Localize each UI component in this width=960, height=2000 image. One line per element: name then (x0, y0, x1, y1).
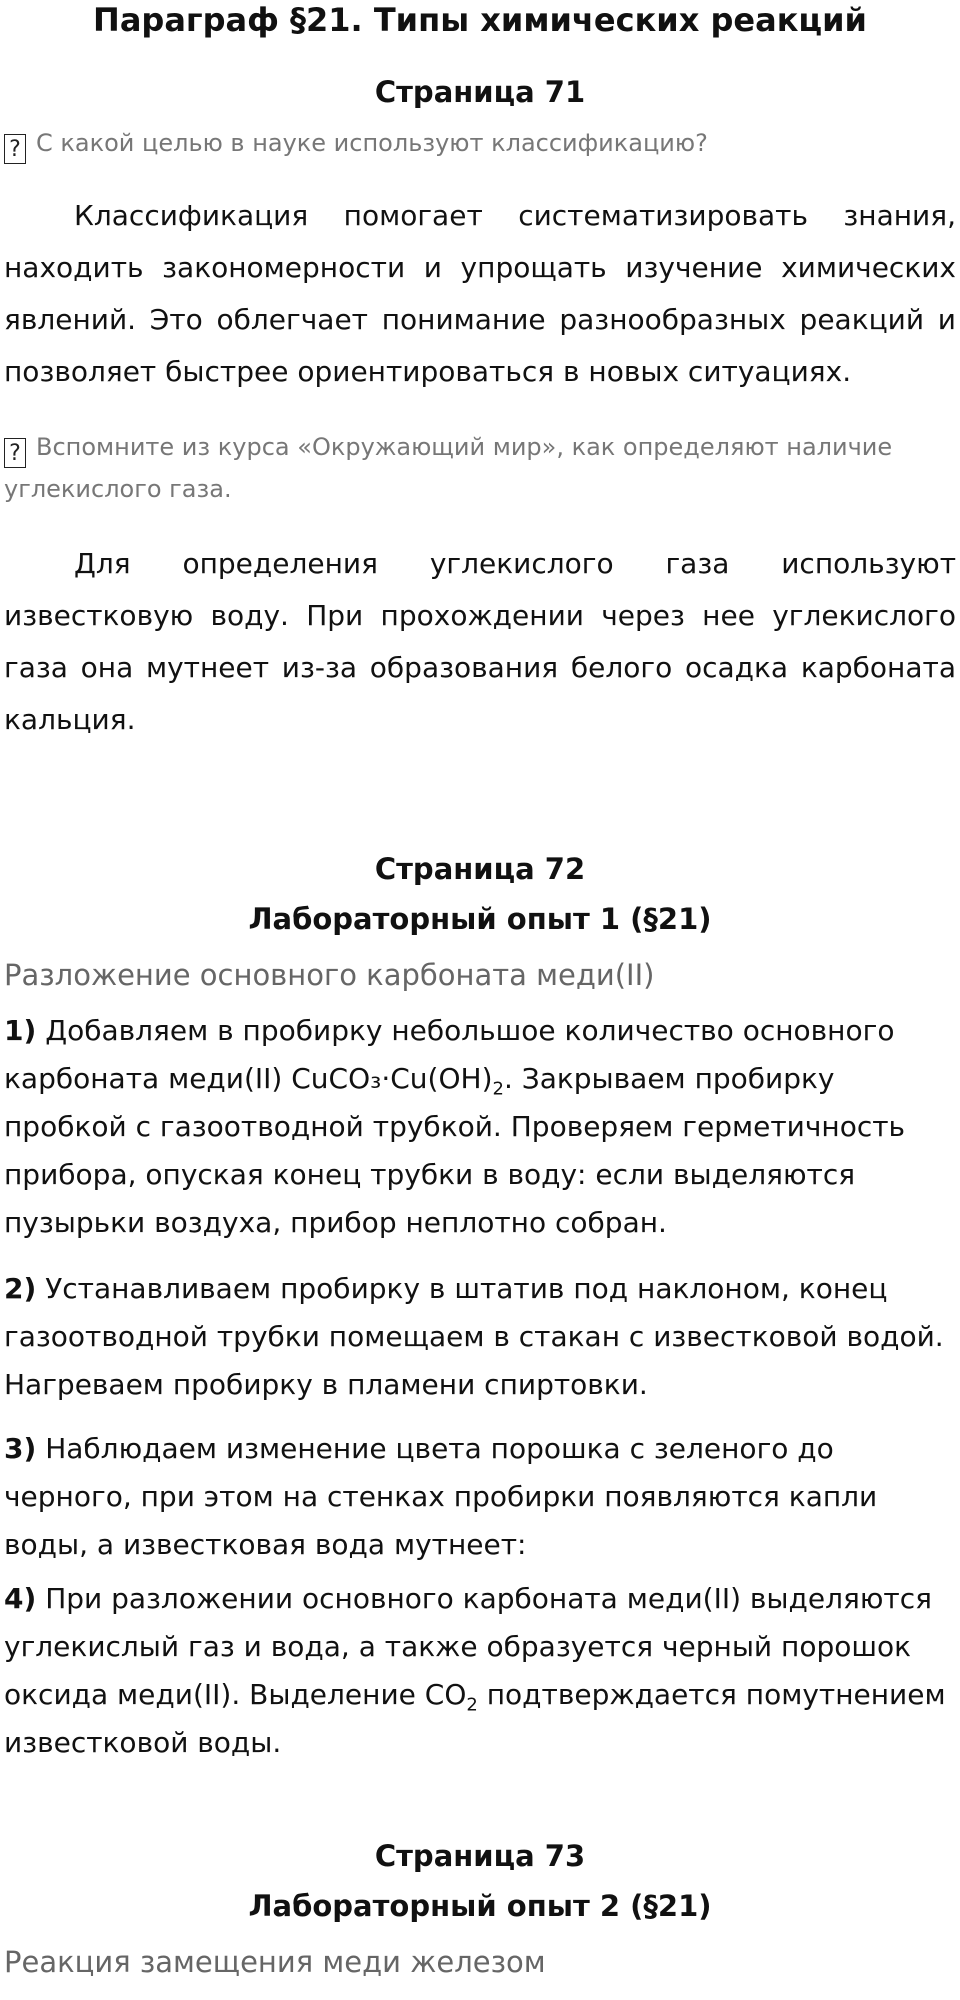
section-heading-73: Страница 73 (374, 1839, 586, 1873)
subscript: 2 (492, 1078, 504, 1100)
lab-step-4 (4, 1575, 956, 1767)
question-2-text: Вспомните из курса «Окружающий мир», как определяют наличие углекислого газа. (4, 433, 893, 503)
lab-step-3 (4, 1425, 956, 1569)
answer-1-text: Классификация помогает систематизировать знания, находить закономерности и упрощать изучение химических явлений. Это облегчает понимание разнообразных реакций и позволяет быстрее ориентироваться в новых ситуациях. (4, 199, 956, 388)
lab-step-1 (4, 1007, 956, 1247)
question-mark-icon: ? (4, 134, 26, 164)
step-number: 3) (4, 1432, 37, 1465)
question-mark-icon: ? (4, 438, 26, 468)
step-text: При разложении основного карбоната меди(II) выделяются углекислый газ и вода, а также образуется черный порошок оксида меди(II). Выделение CO (4, 1582, 932, 1711)
step-text-cont: подтверждается помутнением известковой воды. (4, 1678, 946, 1759)
step-text: Добавляем в пробирку небольшое количество основного карбоната меди(II) CuCO₃·Cu(OH) (4, 1014, 895, 1095)
question-1 (4, 122, 954, 164)
section-heading-72: Страница 72 (374, 852, 586, 886)
step-number: 4) (4, 1582, 37, 1615)
lab-step-2 (4, 1265, 956, 1409)
answer-1 (4, 190, 956, 398)
step-text-cont: . Закрываем пробирку пробкой с газоотводной трубкой. Проверяем герметичность прибора, опуская конец трубки в воду: если выделяются пузырьки воздуха, прибор неплотно собран. (4, 1062, 906, 1239)
lab-title-2: Лабораторный опыт 2 (§21) (248, 1889, 712, 1923)
answer-2 (4, 538, 956, 746)
page-title: Параграф §21. Типы химических реакций (93, 1, 867, 39)
question-2 (4, 426, 954, 510)
section-heading-71: Страница 71 (374, 75, 586, 109)
answer-2-text: Для определения углекислого газа используют известковую воду. При прохождении через нее углекислого газа она мутнеет из-за образования белого осадка карбоната кальция. (4, 547, 956, 736)
question-1-text: С какой целью в науке используют классификацию? (36, 129, 708, 157)
step-text: Устанавливаем пробирку в штатив под наклоном, конец газоотводной трубки помещаем в стакан с известковой водой. Нагреваем пробирку в пламени спиртовки. (4, 1272, 944, 1401)
subscript: 2 (466, 1694, 478, 1716)
lab-subtitle-2: Реакция замещения меди железом (4, 1945, 546, 1979)
step-text: Наблюдаем изменение цвета порошка с зеленого до черного, при этом на стенках пробирки появляются капли воды, а известковая вода мутнеет: (4, 1432, 878, 1561)
step-number: 1) (4, 1014, 37, 1047)
step-number: 2) (4, 1272, 37, 1305)
lab-subtitle-1: Разложение основного карбоната меди(II) (4, 958, 655, 992)
lab-title-1: Лабораторный опыт 1 (§21) (248, 902, 712, 936)
